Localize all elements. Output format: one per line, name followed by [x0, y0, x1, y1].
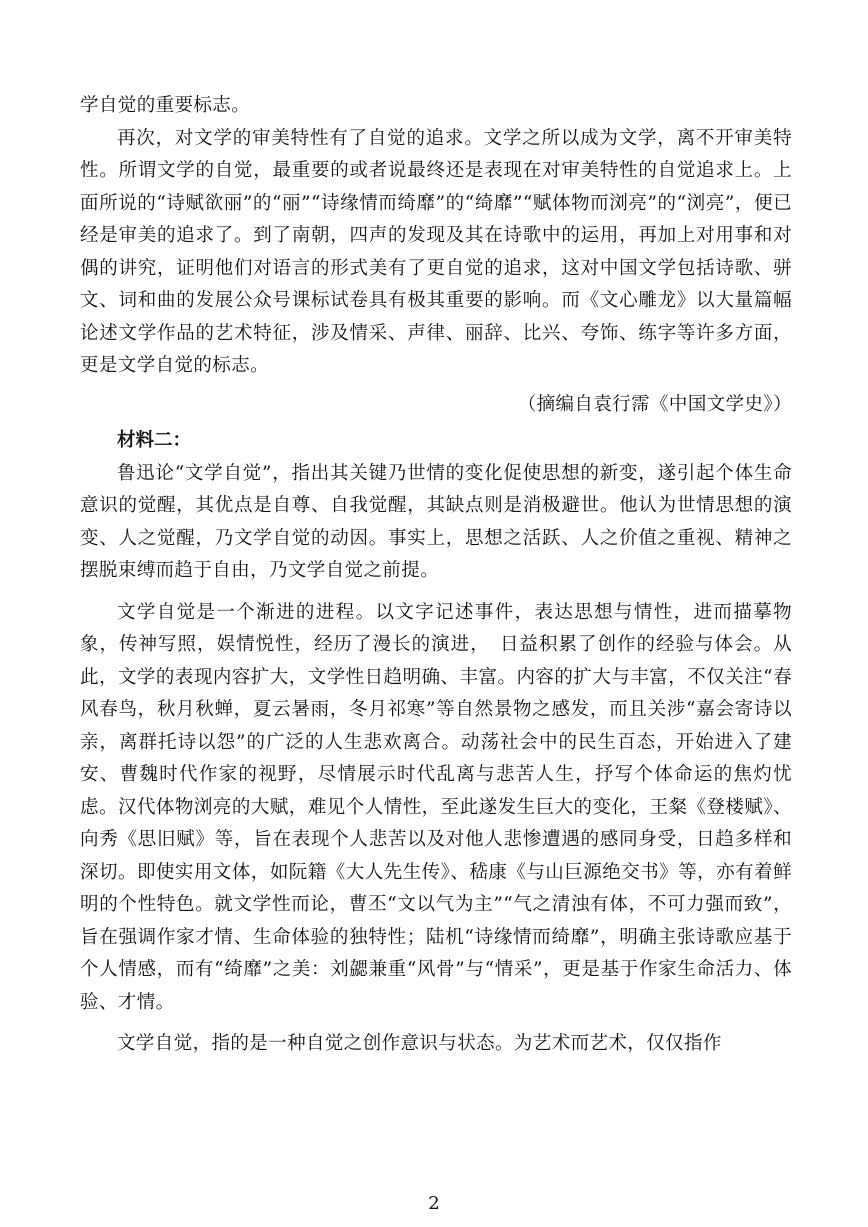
aesthetic-paragraph: 再次，对文学的审美特性有了自觉的追求。文学之所以成为文学，离不开审美特性。所谓文学的自觉，最重要的或者说最终还是表现在对审美特性的自觉追求上。上面所说的“诗赋欲丽”的“丽”“诗缘情而绮靡”的“绮靡”“赋体物而浏亮”的“浏亮”，便已经是审美的追求了。到了南朝，四声的发现及其在诗歌中的运用，再加上对用事和对偶的讲究，证明他们对语言的形式美有了更自觉的追求，这对中国文学包括诗歌、骈文、词和曲的发展公众号课标试卷具有极其重要的影响。而《文心雕龙》以大量篇幅论述文学作品的艺术特征，涉及情采、声律、丽辞、比兴、夸饰、练字等许多方面，更是文学自觉的标志。	[80, 127, 792, 376]
definition-paragraph: 文学自觉，指的是一种自觉之创作意识与状态。为艺术而艺术，仅仅指作	[117, 1033, 722, 1054]
page-body	[80, 90, 792, 1061]
progress-paragraph: 文学自觉是一个渐进的进程。以文字记述事件，表达思想与情性，进而描摹物象，传神写照，娱情悦性，经历了漫长的演进， 日益积累了创作的经验与体会。从此，文学的表现内容扩大，文学性日趋明确、丰富。内容的扩大与丰富，不仅关注“春风春鸟，秋月秋蝉，夏云暑雨，冬月祁寒”等自然景物之感发，而且关涉“嘉会寄诗以亲，离群托诗以怨”的广泛的人生悲欢离合。动荡社会中的民生百态，开始进入了建安、曹魏时代作家的视野，尽情展示时代乱离与悲苦人生，抒写个体命运的焦灼忧虑。汉代体物浏亮的大赋，难见个人情性，至此遂发生巨大的变化，王粲《登楼赋》、向秀《思旧赋》等，旨在表现个人悲苦以及对他人悲惨遭遇的感同身受，日趋多样和深切。即使实用文体，如阮籍《大人先生传》、嵇康《与山巨源绝交书》等，亦有着鲜明的个性特色。就文学性而论，曹丕“文以气为主”“气之清浊有体，不可力强而致”，旨在强调作家才情、生命体验的独特性；陆机“诗缘情而绮靡”，明确主张诗歌应基于个人情感，而有“绮靡”之美：刘勰兼重“风骨”与“情采”，更是基于作家生命活力、体验、才情。	[80, 601, 792, 1013]
material-two-heading: 材料二：	[117, 430, 192, 451]
luxun-paragraph: 鲁迅论“文学自觉”，指出其关键乃世情的变化促使思想的新变，遂引起个体生命意识的觉醒，其优点是自尊、自我觉醒，其缺点则是消极避世。他认为世情思想的演变、人之觉醒，乃文学自觉的动因。事实上，思想之活跃、人之价值之重视、精神之摆脱束缚而趋于自由，乃文学自觉之前提。	[80, 462, 792, 581]
continued-paragraph: 学自觉的重要标志。	[80, 95, 251, 116]
page-number: 2	[428, 1193, 440, 1214]
source-citation: （摘编自袁行霈《中国文学史》）	[517, 393, 792, 415]
